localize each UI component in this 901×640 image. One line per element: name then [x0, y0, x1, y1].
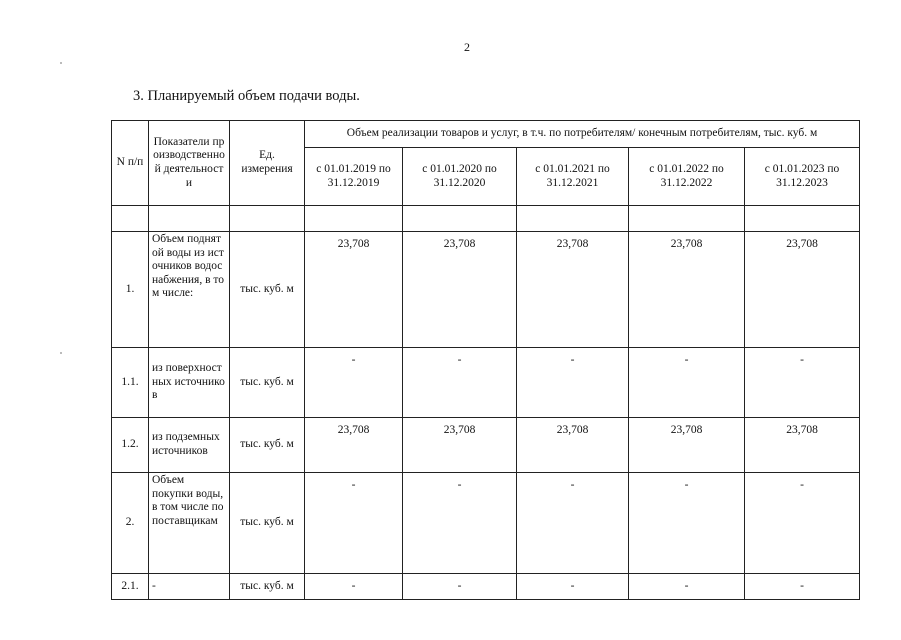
column-number [629, 206, 745, 232]
column-number [112, 206, 149, 232]
row-value: - [629, 473, 745, 574]
row-value: - [403, 348, 517, 418]
column-number-row [112, 206, 860, 232]
table-row [112, 232, 860, 348]
header-period: с 01.01.2019 по 31.12.2019 [305, 148, 403, 206]
row-value: - [305, 473, 403, 574]
row-num: 2.1. [112, 574, 149, 600]
header-num: N п/п [112, 121, 149, 206]
row-value: - [745, 574, 860, 600]
header-period: с 01.01.2021 по 31.12.2021 [517, 148, 629, 206]
row-num: 2. [112, 473, 149, 574]
table-row [112, 348, 860, 418]
column-number [403, 206, 517, 232]
row-value: 23,708 [745, 232, 860, 348]
column-number [305, 206, 403, 232]
water-supply-table [111, 120, 860, 600]
row-value: - [629, 348, 745, 418]
table-row [112, 473, 860, 574]
row-value: 23,708 [305, 418, 403, 473]
row-value: - [305, 348, 403, 418]
header-period: с 01.01.2023 по 31.12.2023 [745, 148, 860, 206]
row-value: - [745, 473, 860, 574]
page-number: 2 [464, 40, 470, 54]
row-indicator: Объем поднятой воды из источников водоснабжения, в том числе: [149, 232, 230, 348]
header-indicator: Показатели производственной деятельности [149, 121, 230, 206]
row-value: - [403, 473, 517, 574]
row-value: - [745, 348, 860, 418]
row-value: 23,708 [629, 232, 745, 348]
row-unit: тыс. куб. м [230, 574, 305, 600]
row-value: - [517, 574, 629, 600]
row-value: 23,708 [517, 232, 629, 348]
column-number [745, 206, 860, 232]
column-number [230, 206, 305, 232]
section-title: 3. Планируемый объем подачи воды. [133, 88, 360, 104]
row-unit: тыс. куб. м [230, 232, 305, 348]
row-value: - [629, 574, 745, 600]
row-value: - [305, 574, 403, 600]
row-value: 23,708 [403, 418, 517, 473]
row-num: 1. [112, 232, 149, 348]
row-num: 1.2. [112, 418, 149, 473]
row-indicator: - [149, 574, 230, 600]
row-unit: тыс. куб. м [230, 473, 305, 574]
header-volume-group: Объем реализации товаров и услуг, в т.ч. по потребителям/ конечным потребителям, тыс. куб. м [305, 121, 860, 148]
column-number [149, 206, 230, 232]
margin-mark [60, 352, 62, 354]
row-value: 23,708 [403, 232, 517, 348]
row-indicator: Объем покупки воды, в том числе по поставщикам [149, 473, 230, 574]
row-unit: тыс. куб. м [230, 418, 305, 473]
row-value: 23,708 [629, 418, 745, 473]
row-value: 23,708 [305, 232, 403, 348]
margin-mark [60, 62, 62, 64]
row-value: 23,708 [745, 418, 860, 473]
row-value: - [517, 348, 629, 418]
row-value: - [403, 574, 517, 600]
row-indicator: из поверхностных источников [149, 348, 230, 418]
row-unit: тыс. куб. м [230, 348, 305, 418]
row-num: 1.1. [112, 348, 149, 418]
table-row [112, 574, 860, 600]
header-period: с 01.01.2020 по 31.12.2020 [403, 148, 517, 206]
header-unit: Ед. измерения [230, 121, 305, 206]
row-value: 23,708 [517, 418, 629, 473]
table-row [112, 418, 860, 473]
row-indicator: из подземных источников [149, 418, 230, 473]
column-number [517, 206, 629, 232]
header-period: с 01.01.2022 по 31.12.2022 [629, 148, 745, 206]
row-value: - [517, 473, 629, 574]
